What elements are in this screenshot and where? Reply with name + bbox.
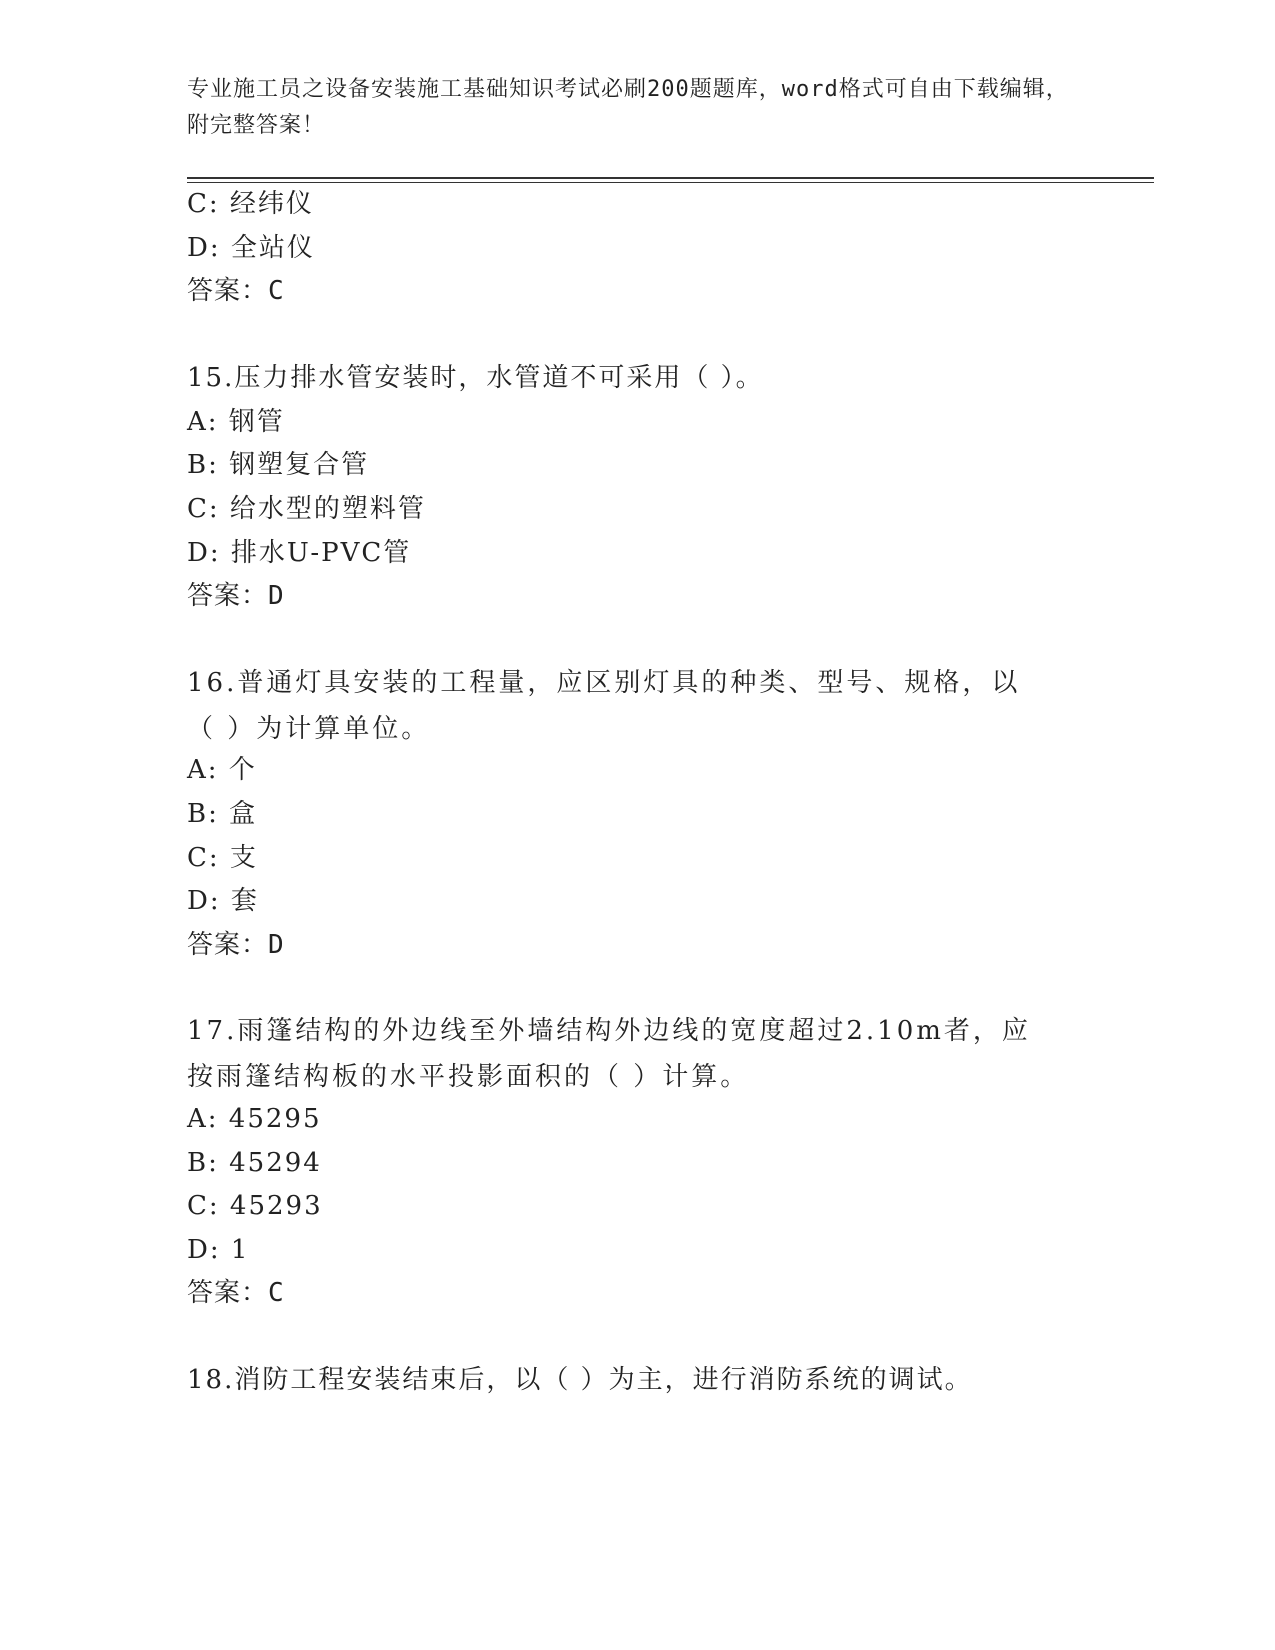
answer-value: C	[268, 1278, 285, 1308]
answer-label: 答案：	[187, 1278, 269, 1308]
option-a: A: 钢管	[187, 407, 285, 437]
answer-line	[187, 578, 285, 614]
answer-value: D	[268, 581, 285, 611]
option-c: C: 给水型的塑料管	[187, 494, 426, 524]
answer-line	[187, 927, 285, 963]
answer-label: 答案：	[187, 276, 269, 306]
answer-value: C	[268, 276, 285, 306]
answer-line	[187, 1275, 285, 1311]
option-c: C: 45293	[187, 1191, 323, 1221]
option-c: C: 经纬仪	[187, 189, 314, 219]
question-stem: 17.雨篷结构的外边线至外墙结构外边线的宽度超过2.10m者，应按雨篷结构板的水平投影面积的（ ）计算。	[187, 1016, 1031, 1092]
document-header: 专业施工员之设备安装施工基础知识考试必刷200题题库，word格式可自由下载编辑，附完整答案！	[187, 77, 1069, 138]
header-divider-thin	[187, 182, 1154, 183]
option-d: D: 套	[187, 886, 259, 916]
option-b: B: 45294	[187, 1148, 322, 1178]
answer-line	[187, 273, 285, 309]
header-divider-thick	[187, 177, 1154, 179]
option-b: B: 钢塑复合管	[187, 450, 370, 480]
option-a: A: 45295	[187, 1104, 322, 1134]
option-d: D: 全站仪	[187, 233, 315, 263]
option-b: B: 盒	[187, 799, 258, 829]
option-a: A: 个	[187, 755, 257, 785]
option-c: C: 支	[187, 843, 258, 873]
option-d: D: 1	[187, 1235, 250, 1265]
answer-label: 答案：	[187, 581, 269, 611]
option-d: D: 排水U-PVC管	[187, 538, 412, 568]
answer-value: D	[268, 930, 285, 960]
question-stem: 15.压力排水管安装时，水管道不可采用（ ）。	[187, 363, 764, 393]
question-stem: 18.消防工程安装结束后，以（ ）为主，进行消防系统的调试。	[187, 1365, 973, 1395]
question-stem: 16.普通灯具安装的工程量，应区别灯具的种类、型号、规格，以（ ）为计算单位。	[187, 668, 1021, 744]
answer-label: 答案：	[187, 930, 269, 960]
